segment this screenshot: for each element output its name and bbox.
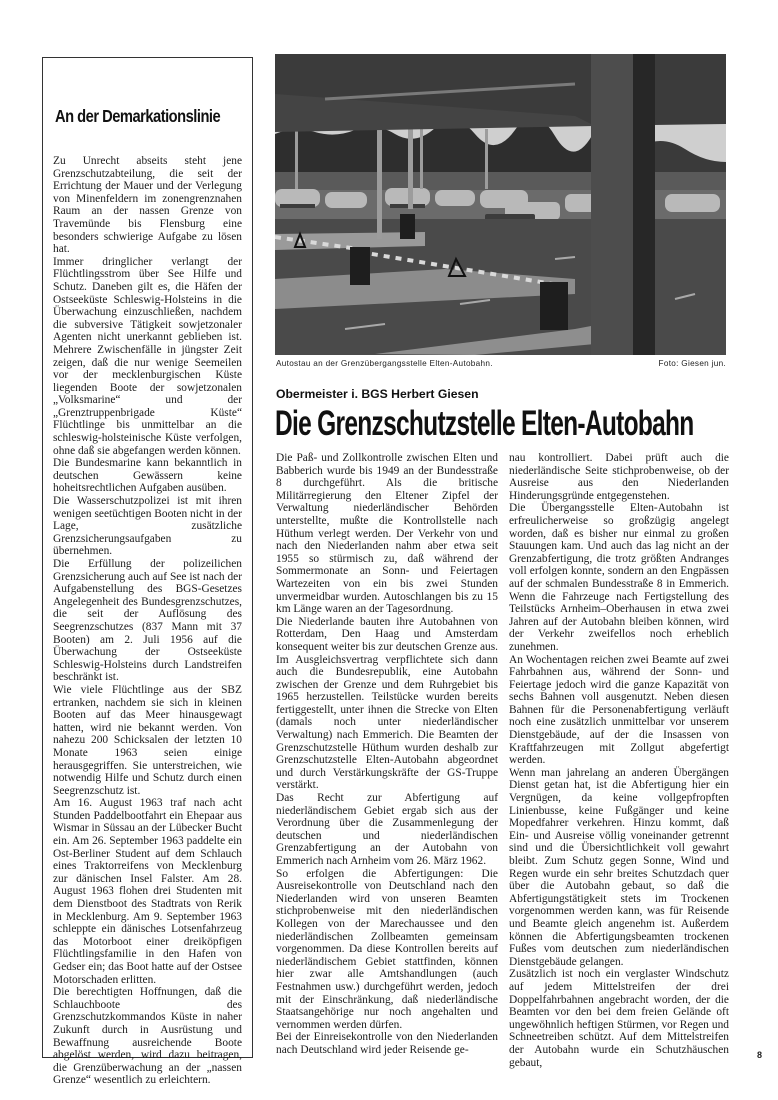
sidebar-paragraph: Die berechtigten Hoffnungen, daß die Schlauchboote des Grenzschutzkommandos Küste in naher Zukunft durch in Ausrüstung und Bewaffnung ausreichende Boote abgelöst werden, wird dazu beitragen, die Grenzüberwachung an der „nassen Grenze“ wesentlich zu erleichtern.: [53, 986, 242, 1087]
article-paragraph: Zusätzlich ist noch ein verglaster Windschutz auf jedem Mittelstreifen der drei Doppelfahrbahnen angebracht worden, der die Beamten vor den bei dem freien Gelände oft ungewöhnlich heftigen Stürmen, vor Regen und Schneetreiben schützt. Auf dem Mittelstreifen der Autobahn wurde ein Schutzhäuschen gebaut,: [509, 968, 729, 1069]
sidebar-paragraph: Immer dringlicher verlangt der Flüchtlingsstrom über See Hilfe und Schutz. Daneben gilt es, die Häfen der Ostseeküste Schleswig-Holsteins in die Überwachung einzuschließen, nachdem die subversive Tätigkeit sowjetzonaler Agenten nicht unerkannt geblieben ist. Mehrere Zwischenfälle in jüngster Zeit zeigen, daß die nur wenige Seemeilen vor der mecklenburgischen Küste liegenden Boote der sowjetzonalen „Volksmarine“ und der „Grenztruppenbrigade Küste“ Flüchtlinge bis unmittelbar an die schleswig-holsteinische Küste verfolgen, ohne daß sie abgefangen werden können.: [53, 255, 242, 457]
article-paragraph: An Wochentagen reichen zwei Beamte auf zwei Fahrbahnen aus, während der Sonn- und Feiertage jedoch wird die ganze Kapazität von sechs Bahnen voll ausgenutzt. Neben diesen Bahnen für die Personenabfertigung verläuft noch eine zusätzlich unmittelbar vor unserem Dienstgebäude, auf der die Insassen von Kraftfahrzeugen mit Zollgut abgefertigt werden.: [509, 653, 729, 767]
article-author: Obermeister i. BGS Herbert Giesen: [276, 387, 479, 401]
photo-credit: Foto: Giesen jun.: [658, 359, 726, 368]
sidebar-paragraph: Die Erfüllung der polizeilichen Grenzsicherung auch auf See ist nach der Aufgabenstellung des BGS-Gesetzes Angelegenheit des Bundesgrenzschutzes, die seit der Auflösung des Seegrenzschutzes (837 Mann mit 37 Booten) am 2. Juli 1956 auf die Überwachung der Ostseeküste Schleswig-Holsteins durch Landstreifen beschränkt ist.: [53, 558, 242, 684]
photo-caption-row: [276, 359, 726, 373]
sidebar-paragraph: Zu Unrecht abseits steht jene Grenzschutzabteilung, die seit der Errichtung der Mauer und der Verlegung von Minenfeldern im zonengrenznahen Raum an der nassen Grenze von Travemünde bis Flensburg eine besonders schwierige Aufgabe zu lösen hat.: [53, 155, 242, 256]
article-paragraph: Die Niederlande bauten ihre Autobahnen von Rotterdam, Den Haag und Amsterdam konsequent weiter bis zur deutschen Grenze aus. Im Ausgleichsvertrag verpflichtete sich dann auch die Bundesrepublik, eine Autobahn zwischen der Grenze und dem Ruhrgebiet bis 1965 herzustellen. Teilstücke wurden bereits fertiggestellt, unter ihnen die Strecke von Elten (damals noch unter niederländischer Verwaltung) nach Emmerich. Die Beamten der Grenzschutzstelle Hüthum wurden deshalb zur Grenzschutzstelle Elten-Autobahn abgeordnet und durch Verstärkungskräfte der GS-Truppe verstärkt.: [276, 615, 498, 792]
photo-caption: Autostau an der Grenzübergangsstelle Elten-Autobahn.: [276, 359, 493, 368]
sidebar-body: [53, 155, 242, 1087]
article-paragraph: Die Paß- und Zollkontrolle zwischen Elten und Babberich wurde bis 1949 an der Bundesstraße 8 durchgeführt. Als die britische Militärregierung den Eltener Zipfel der Verwaltung niederländischer Behörden unterstellte, mußte die Kontrollstelle nach Hüthum verlegt werden. Der Verkehr von und nach den Niederlanden nahm aber etwa seit 1955 so stürmisch zu, daß während der Sommermonate an Sonn- und Feiertagen Wartezeiten von ein bis zwei Stunden unvermeidbar wurden. Autoschlangen bis zu 15 km Länge waren an der Tagesordnung.: [276, 452, 498, 616]
article-column-right: [509, 452, 729, 1069]
article-column-middle: [276, 452, 498, 1057]
sidebar-title: An der Demarkationslinie: [55, 106, 221, 126]
article-headline: Die Grenzschutzstelle Elten-Autobahn: [275, 404, 694, 443]
border-checkpoint-photo: [275, 54, 726, 355]
sidebar-paragraph: Am 16. August 1963 traf nach acht Stunden Paddelbootfahrt ein Ehepaar aus Wismar in Süssau an der Lübecker Bucht ein. Am 26. September 1963 paddelte ein Ost-Berliner Student auf dem Schlauch eines Traktorreifens von Mecklenburg zur dänischen Insel Falster. Am 28. August 1963 flohen drei Studenten mit dem Dienstboot des Stadtrats von Rerik in Mecklenburg. Am 9. September 1963 schleppte ein dänisches Lotsenfahrzeug das Motorboot einer dreiköpfigen Flüchtlingsfamilie in den Hafen von Gedser ein; das Boot hatte auf der Ostsee Motorschaden erlitten.: [53, 797, 242, 986]
sidebar-paragraph: Wie viele Flüchtlinge aus der SBZ ertranken, nachdem sie sich in kleinen Booten auf das Meer hinausgewagt hatten, wird nie bekannt werden. Von nahezu 200 Schicksalen der letzten 10 Monate 1963 seien einige herausgegriffen. Sie unterstreichen, wie notwendig Hilfe und Schutz durch einen Seegrenzschutz ist.: [53, 683, 242, 797]
article-paragraph: Wenn man jahrelang an anderen Übergängen Dienst getan hat, ist die Abfertigung hier ein Vergnügen, da keine vollgepfropften Linienbusse, keine Fußgänger und keine Mopedfahrer verkehren. Hinzu kommt, daß Ein- und Ausreise völlig voneinander getrennt sind und die Übersichtlichkeit voll gewahrt bleibt. Zum Schutz gegen Sonne, Wind und Regen wurde ein sehr breites Schutzdach quer über die Autobahn gebaut, so daß die Abfertigungstätigkeit stets im Trockenen vorgenommen werden kann, was für Reisende und Beamte gleich angenehm ist. Außerdem können die Abfertigungsbeamten trockenen Fußes vom deutschen zum niederländischen Dienstgebäude gelangen.: [509, 766, 729, 968]
sidebar-box: [42, 57, 253, 1087]
article-paragraph: nau kontrolliert. Dabei prüft auch die niederländische Seite stichprobenweise, ob der Ausreise aus den Niederlanden Hinderungsgründe entgegenstehen.: [509, 452, 729, 502]
article-paragraph: Das Recht zur Abfertigung auf niederländischem Gebiet ergab sich aus der Verordnung über die Zusammenlegung der deutschen und niederländischen Grenzabfertigung an der Autobahn von Emmerich nach Arnheim vom 26. März 1962.: [276, 792, 498, 867]
article-paragraph: So erfolgen die Abfertigungen: Die Ausreisekontrolle von Deutschland nach den Niederlanden wird von unseren Beamten stichprobenweise mit den niederländischen Kollegen von der Marechaussee und den niederländischen Zollbeamten gemeinsam vorgenommen. Da diese Kontrollen bereits auf niederländischem Gebiet stattfinden, können hier zwar alle Amtshandlungen (auch Festnahmen usw.) durchgeführt werden, jedoch mit der Einschränkung, daß niederländische Staatsangehörige nur noch angehalten und vernommen werden dürfen.: [276, 867, 498, 1031]
sidebar-paragraph: Die Bundesmarine kann bekanntlich in deutschen Gewässern keine hoheitsrechtlichen Aufgaben ausüben.: [53, 457, 242, 495]
article-paragraph: Die Übergangsstelle Elten-Autobahn ist erfreulicherweise so großzügig angelegt worden, daß es bisher nur einmal zu großen Stauungen kam. Und auch das lag nicht an der Grenzabfertigung, die trotz größten Andranges voll erfolgen konnte, sondern an den Engpässen auf der schmalen Bundesstraße 8 in Emmerich. Wenn die Fahrzeuge nach Fertigstellung des Teilstücks Arnheim–Oberhausen in etwa zwei Jahren auf der Autobahn bleiben können, wird der Verkehr zweifellos noch erheblich zunehmen.: [509, 502, 729, 653]
article-paragraph: Bei der Einreisekontrolle von den Niederlanden nach Deutschland wird jeder Reisende ge-: [276, 1031, 498, 1056]
sidebar-paragraph: Die Wasserschutzpolizei ist mit ihren wenigen seetüchtigen Booten nicht in der Lage, zusätzliche Grenzsicherungsaufgaben zu übernehmen.: [53, 495, 242, 558]
page-number: 8: [757, 1050, 763, 1060]
